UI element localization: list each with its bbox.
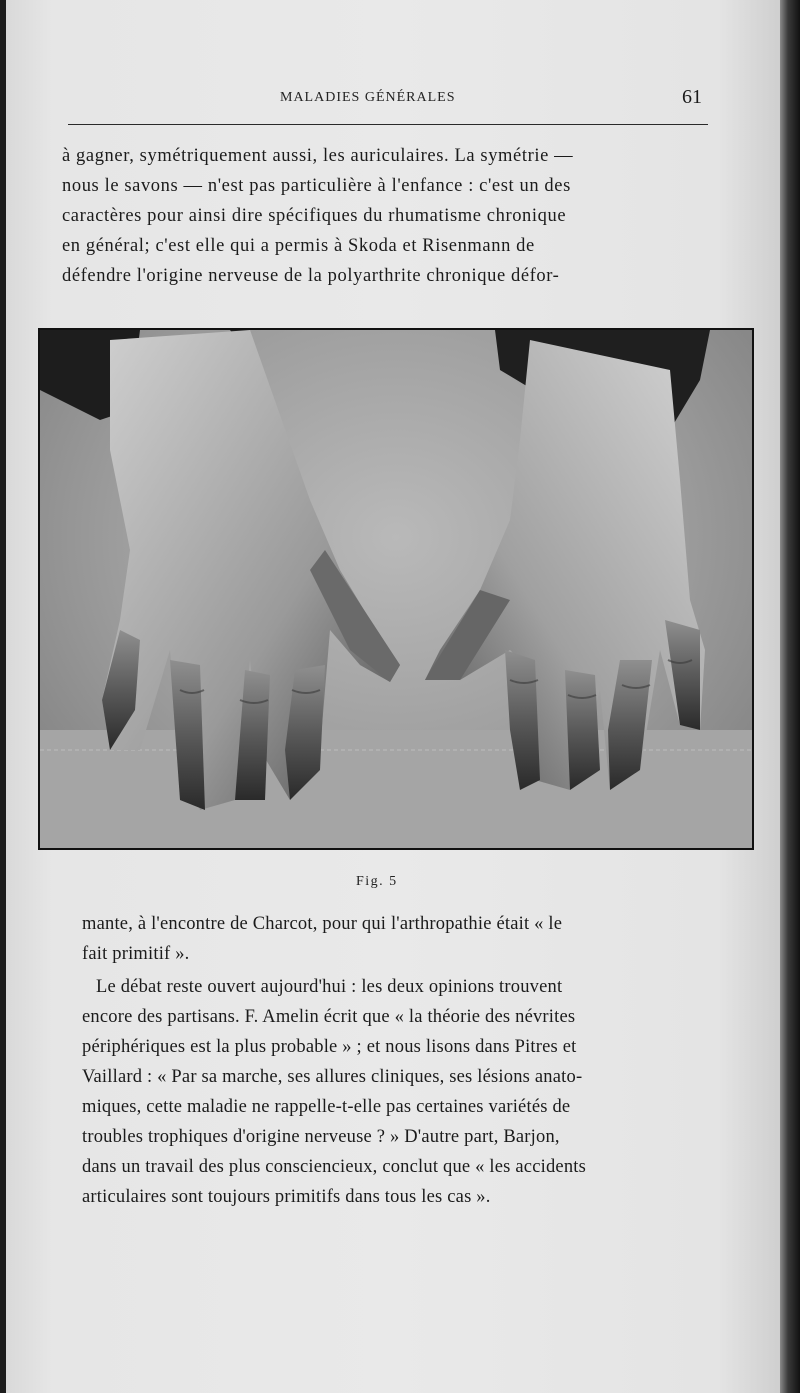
page-edge-shadow (780, 0, 800, 1393)
text-line: caractères pour ainsi dire spécifiques du rhumatisme chronique (62, 206, 567, 226)
text-line: encore des partisans. F. Amelin écrit que « la théorie des névrites (82, 1007, 576, 1027)
header-rule (68, 124, 708, 125)
text-line: Vaillard : « Par sa marche, ses allures cliniques, ses lésions anato- (82, 1067, 583, 1087)
text-line: en général; c'est elle qui a permis à Skoda et Risenmann de (62, 236, 535, 256)
text-line: nous le savons — n'est pas particulière à l'enfance : c'est un des (62, 176, 571, 196)
book-page (6, 0, 780, 1393)
text-line: fait primitif ». (82, 944, 190, 964)
running-title: MALADIES GÉNÉRALES (280, 90, 456, 105)
figure-photograph (38, 328, 754, 850)
text-line: Le débat reste ouvert aujourd'hui : les deux opinions trouvent (96, 977, 563, 997)
top-paragraph (62, 146, 722, 296)
right-hand (425, 340, 705, 790)
text-line: à gagner, symétriquement aussi, les auriculaires. La symétrie — (62, 146, 574, 166)
table-surface (40, 730, 752, 848)
figure-caption: Fig. 5 (356, 874, 398, 889)
running-head (6, 88, 780, 112)
text-line: mante, à l'encontre de Charcot, pour qui l'arthropathie était « le (82, 914, 563, 934)
text-line: articulaires sont toujours primitifs dans tous les cas ». (82, 1187, 491, 1207)
body-text-bottom (82, 914, 722, 1214)
text-line: miques, cette maladie ne rappelle-t-elle pas certaines variétés de (82, 1097, 571, 1117)
text-line: troubles trophiques d'origine nerveuse ? » D'autre part, Barjon, (82, 1127, 560, 1147)
text-line: dans un travail des plus consciencieux, conclut que « les accidents (82, 1157, 587, 1177)
hands-photograph (40, 330, 752, 848)
text-line: défendre l'origine nerveuse de la polyarthrite chronique défor- (62, 266, 560, 286)
text-line: périphériques est la plus probable » ; et nous lisons dans Pitres et (82, 1037, 577, 1057)
page-number: 61 (682, 86, 702, 108)
